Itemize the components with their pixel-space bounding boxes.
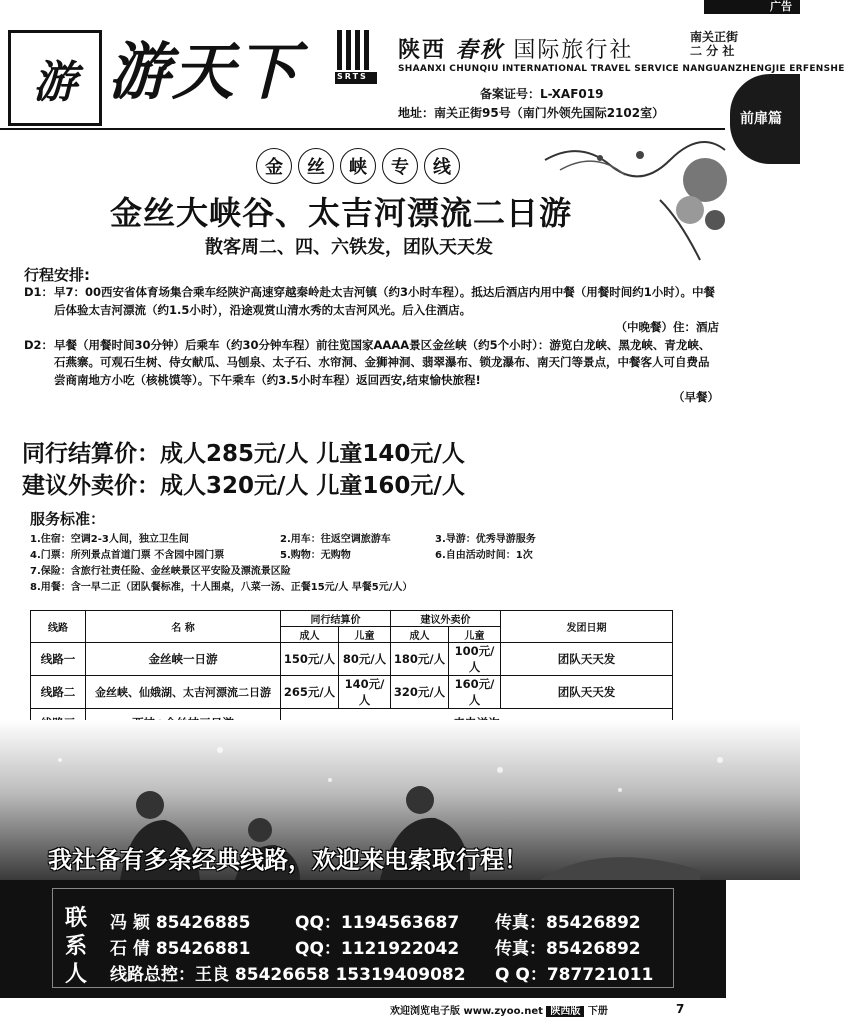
table-header: 名 称 bbox=[86, 611, 281, 643]
page-number: 7 bbox=[676, 1002, 685, 1016]
footer-text: 欢迎浏览电子版 www.zyoo.net bbox=[390, 1006, 543, 1017]
itinerary-day-1 bbox=[24, 284, 719, 337]
license-number: 备案证号：L-XAF019 bbox=[480, 87, 604, 101]
table-cell: 180元/人 bbox=[391, 643, 449, 676]
service-item: 1.住宿：空调2-3人间，独立卫生间 bbox=[30, 534, 189, 545]
table-header: 发团日期 bbox=[501, 611, 673, 643]
table-header-row bbox=[31, 611, 673, 627]
contact-fax: 传真：85426892 bbox=[495, 913, 641, 933]
table-header: 线路 bbox=[31, 611, 86, 643]
agency-english-name: SHAANXI CHUNQIU INTERNATIONAL TRAVEL SERVICE NANGUANZHENGJIE ERFENSHE bbox=[398, 64, 845, 74]
agency-branch bbox=[690, 30, 750, 58]
table-row bbox=[31, 676, 673, 709]
banner-char: 丝 bbox=[298, 148, 334, 184]
table-header: 成人 bbox=[281, 627, 339, 643]
table-header: 建议外卖价 bbox=[391, 611, 501, 627]
service-row bbox=[30, 532, 730, 548]
logo-title: 游天下 bbox=[108, 35, 301, 108]
branch-line: 南关正街 bbox=[690, 30, 739, 44]
service-row bbox=[30, 548, 730, 564]
table-cell: 140元/人 bbox=[339, 676, 391, 709]
service-item: 7.保险：含旅行社责任险、金丝峡景区平安险及漂流景区险 bbox=[30, 566, 291, 577]
service-row bbox=[30, 580, 730, 596]
day-text: 早餐（用餐时间30分钟）后乘车（约30分钟车程）前往览国家AAAA景区金丝峡（约5个小时）：游览白龙峡、黑龙峡、青龙峡、石燕寨。可观石生树、侍女献瓜、马刨泉、太子石、水帘洞、金狮神洞、翡翠瀑布、锁龙瀑布、南天门等景点，中餐客人可自费品尝商南地方小吃（核桃馍等）。下午乘车（约3.5小时车程）返回西安,结束愉快旅程! bbox=[54, 337, 711, 387]
tour-title: 金丝大峡谷、太吉河漂流二日游 bbox=[110, 194, 573, 232]
branch-line: 二 分 社 bbox=[690, 44, 735, 58]
contact-label: 联系人 bbox=[64, 906, 87, 987]
table-cell: 265元/人 bbox=[281, 676, 339, 709]
logo-seal-text: 游 bbox=[33, 57, 77, 108]
itinerary bbox=[24, 284, 719, 407]
edition-badge: 陕西版 bbox=[546, 1006, 584, 1017]
service-item: 8.用餐：含一早二正（团队餐标准，十人围桌，八菜一汤、正餐15元/人 早餐5元/人） bbox=[30, 582, 413, 593]
service-item: 4.门票：所列景点首道门票 不含园中园门票 bbox=[30, 550, 225, 561]
contact-name: 冯 颖 85426885 bbox=[110, 913, 251, 933]
contact-qq: Q Q：787721011 bbox=[495, 965, 654, 985]
peer-price: 同行结算价：成人285元/人 儿童140元/人 bbox=[22, 441, 465, 467]
banner-char: 金 bbox=[256, 148, 292, 184]
table-row bbox=[31, 643, 673, 676]
agency-name-part: 陕西 bbox=[398, 38, 447, 63]
contact-qq: QQ：1194563687 bbox=[295, 913, 460, 933]
table-cell: 线路一 bbox=[31, 643, 86, 676]
table-cell: 160元/人 bbox=[449, 676, 501, 709]
tour-subtitle: 散客周二、四、六铁发，团队天天发 bbox=[205, 237, 493, 258]
banner-char: 峡 bbox=[340, 148, 376, 184]
table-cell: 团队天天发 bbox=[501, 676, 673, 709]
table-header: 成人 bbox=[391, 627, 449, 643]
banner-char: 线 bbox=[424, 148, 460, 184]
day-label: D2： bbox=[24, 337, 54, 352]
contact-name: 石 倩 85426881 bbox=[110, 939, 251, 959]
itinerary-day-2 bbox=[24, 337, 719, 407]
day-label: D1： bbox=[24, 285, 54, 299]
service-list bbox=[30, 532, 730, 596]
photo-caption: 我社备有多条经典线路，欢迎来电索取行程！ bbox=[48, 846, 528, 874]
logo-seal bbox=[8, 30, 102, 126]
banner-char: 专 bbox=[382, 148, 418, 184]
service-item: 5.购物：无购物 bbox=[280, 550, 351, 561]
table-cell: 80元/人 bbox=[339, 643, 391, 676]
footer-volume: 下册 bbox=[587, 1006, 608, 1017]
day-meal: （中晚餐）住：酒店 bbox=[615, 320, 719, 334]
table-cell: 金丝峡一日游 bbox=[86, 643, 281, 676]
footer bbox=[390, 1002, 608, 1017]
table-cell: 金丝峡、仙娥湖、太吉河漂流二日游 bbox=[86, 676, 281, 709]
service-item: 2.用车：往返空调旅游车 bbox=[280, 534, 391, 545]
itinerary-heading: 行程安排: bbox=[24, 266, 90, 284]
service-item: 3.导游：优秀导游服务 bbox=[435, 534, 536, 545]
header-divider bbox=[0, 128, 725, 130]
agency-name-part: 春秋 bbox=[455, 37, 504, 63]
contact-fax: 传真：85426892 bbox=[495, 939, 641, 959]
day-meal: （早餐） bbox=[673, 390, 719, 404]
table-cell: 100元/人 bbox=[449, 643, 501, 676]
table-cell: 团队天天发 bbox=[501, 643, 673, 676]
table-cell: 线路二 bbox=[31, 676, 86, 709]
agency-name bbox=[398, 33, 633, 64]
route-banner bbox=[256, 148, 460, 184]
table-header: 儿童 bbox=[339, 627, 391, 643]
agency-name-part: 国际旅行社 bbox=[513, 38, 634, 63]
side-tab: 前扉篇 bbox=[730, 74, 800, 164]
table-header: 同行结算价 bbox=[281, 611, 391, 627]
table-header: 儿童 bbox=[449, 627, 501, 643]
table-cell: 150元/人 bbox=[281, 643, 339, 676]
service-item: 6.自由活动时间：1次 bbox=[435, 550, 533, 561]
contact-name: 线路总控：王良 85426658 15319409082 bbox=[110, 965, 466, 985]
agency-address: 地址：南关正街95号（南门外领先国际2102室） bbox=[398, 106, 665, 120]
route-price-table bbox=[30, 610, 673, 738]
service-heading: 服务标准： bbox=[30, 510, 106, 528]
table-cell: 320元/人 bbox=[391, 676, 449, 709]
service-row bbox=[30, 564, 730, 580]
retail-price: 建议外卖价：成人320元/人 儿童160元/人 bbox=[22, 473, 465, 499]
day-text: 早7：00西安省体育场集合乘车经陕沪高速穿越秦岭赴太吉河镇（约3小时车程）。抵达后酒店内用中餐（用餐时间约1小时）。中餐后体验太吉河漂流（约1.5小时），沿途观赏山清水秀的太吉河风光。后入住酒店。 bbox=[54, 285, 716, 317]
ad-tag: 广告 bbox=[704, 0, 800, 14]
contact-qq: QQ：1121922042 bbox=[295, 939, 460, 959]
srts-text: SRTS bbox=[337, 72, 368, 81]
